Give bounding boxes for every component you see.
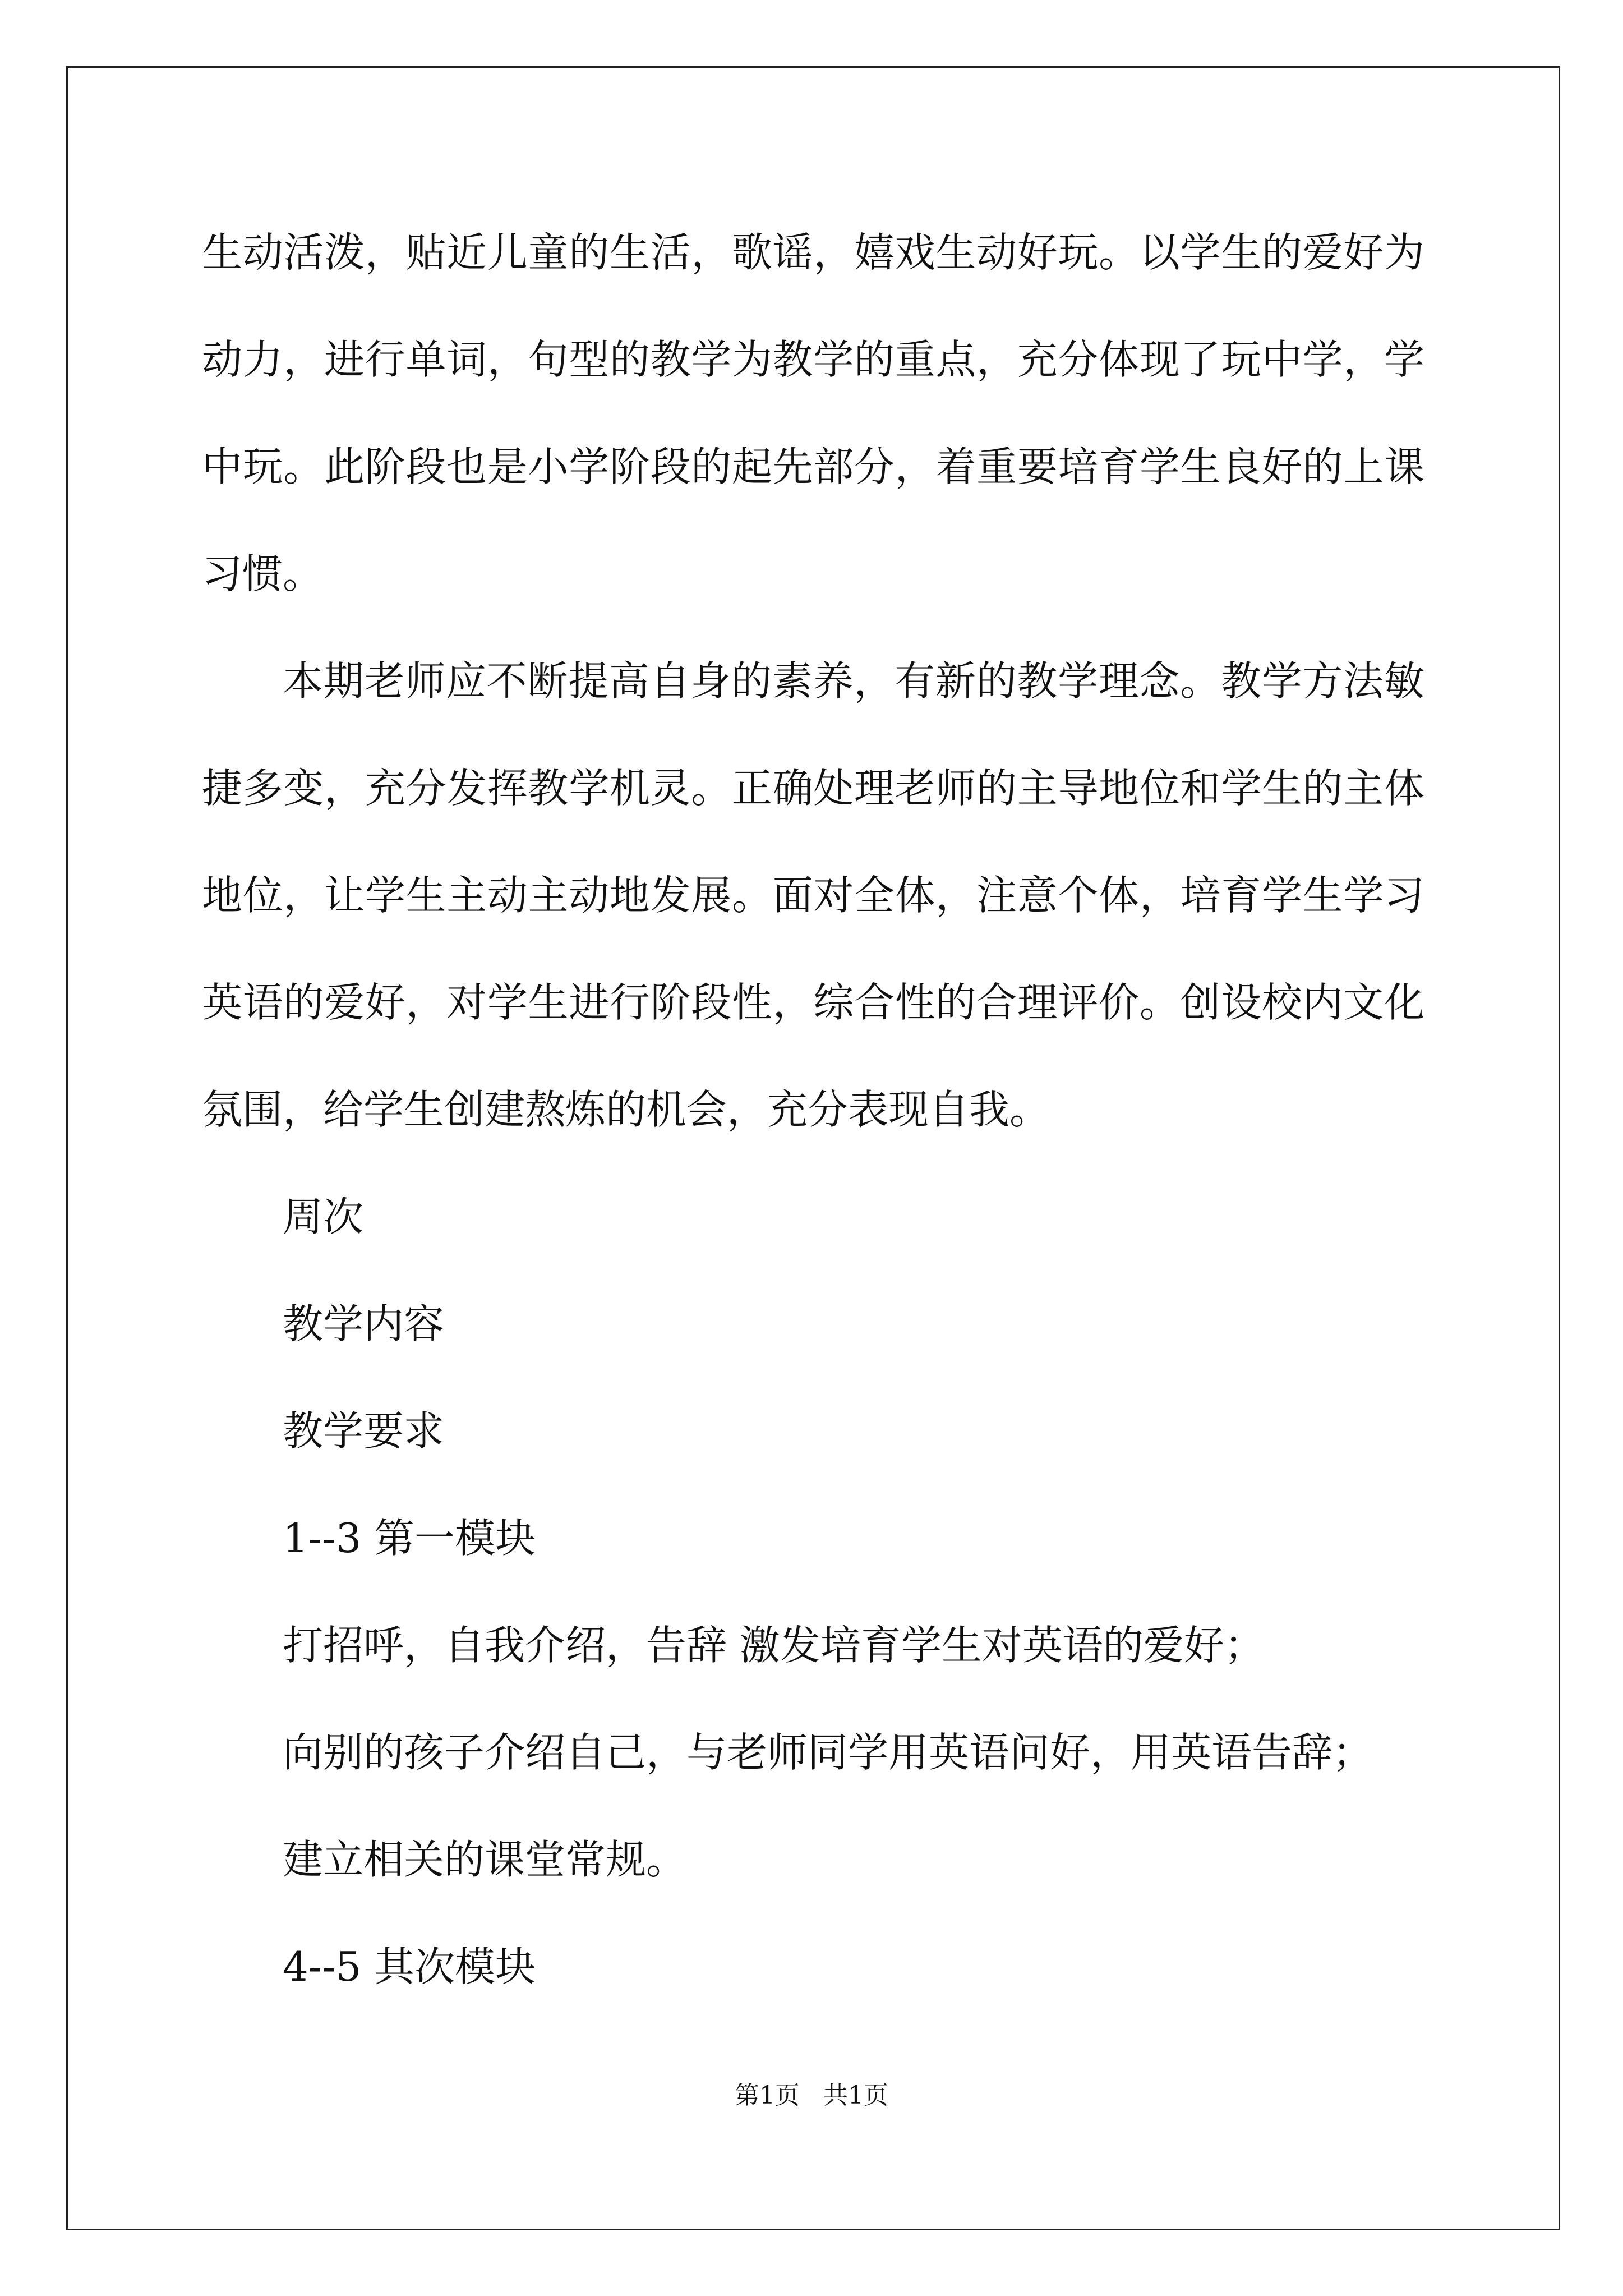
page-border: [66, 66, 1560, 2230]
paragraph-1-line-3: 中玩。此阶段也是小学阶段的起先部分，着重要培育学生良好的上课: [202, 443, 1424, 490]
paragraph-2-line-1: 本期老师应不断提高自身的素养，有新的教学理念。教学方法敏: [283, 657, 1424, 705]
list-item-module-1-goals: 向别的孩子介绍自己，与老师同学用英语问好，用英语告辞；: [283, 1729, 1373, 1776]
paragraph-1-line-2: 动力，进行单词，句型的教学为教学的重点，充分体现了玩中学，学: [202, 336, 1424, 383]
paragraph-1-line-4: 习惯。: [202, 550, 324, 597]
paragraph-2-line-5: 氛围，给学生创建熬炼的机会，充分表现自我。: [202, 1086, 1050, 1133]
paragraph-1-line-1: 生动活泼，贴近儿童的生活，歌谣，嬉戏生动好玩。以学生的爱好为: [202, 229, 1424, 276]
page-number: 第1页: [735, 2081, 800, 2110]
list-item-week: 周次: [283, 1193, 364, 1240]
paragraph-2-line-3: 地位，让学生主动主动地发展。面对全体，注意个体，培育学生学习: [202, 872, 1424, 919]
list-item-requirement: 教学要求: [283, 1407, 445, 1455]
list-item-module-2: 4--5 其次模块: [283, 1943, 536, 1990]
paragraph-2-line-4: 英语的爱好，对学生进行阶段性，综合性的合理评价。创设校内文化: [202, 979, 1424, 1026]
paragraph-2-line-2: 捷多变，充分发挥教学机灵。正确处理老师的主导地位和学生的主体: [202, 765, 1424, 812]
list-item-module-1-routine: 建立相关的课堂常规。: [283, 1836, 687, 1883]
page-footer: [0, 2079, 1623, 2113]
list-item-content: 教学内容: [283, 1300, 445, 1347]
list-item-module-1-topics: 打招呼，自我介绍，告辞 激发培育学生对英语的爱好；: [283, 1622, 1265, 1669]
page-total: 共1页: [823, 2081, 888, 2110]
list-item-module-1: 1--3 第一模块: [283, 1515, 536, 1562]
